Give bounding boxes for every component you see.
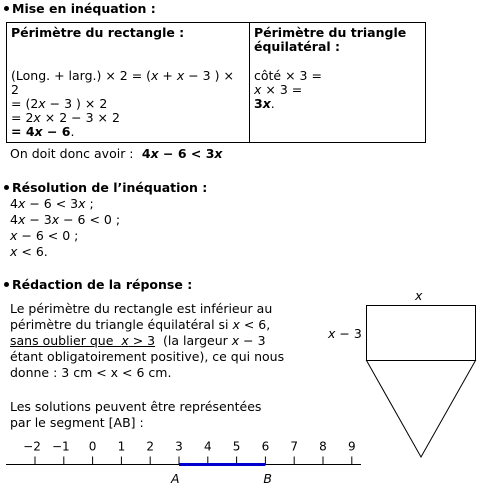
answer-line-1: Le périmètre du rectangle est inférieur au (10, 301, 273, 316)
section-title-redaction: Rédaction de la réponse : (4, 277, 192, 292)
tick-label: 0 (88, 439, 97, 454)
triangle-line-3: 3x. (254, 96, 275, 111)
segment-label-a: A (171, 471, 180, 486)
solutions-line-1: Les solutions peuvent être représentées (10, 399, 262, 414)
resolution-step-2: 4x − 3x − 6 < 0 ; (10, 212, 121, 227)
tick-label: 4 (203, 439, 212, 454)
tick-label: 3 (175, 439, 183, 454)
rectangle-side-label: x − 3 (328, 326, 362, 341)
tick-label: 6 (261, 439, 270, 454)
rectangle-line-4: = 4x − 6. (11, 124, 75, 139)
tick-label: −1 (51, 439, 70, 454)
section-title-mise-en-inequation: Mise en inéquation : (4, 1, 156, 16)
rectangle-perimeter-header: Périmètre du rectangle : (11, 25, 185, 40)
tick-label: 7 (290, 439, 299, 454)
answer-line-5: donne : 3 cm < x < 6 cm. (10, 365, 172, 380)
answer-line-4: étant obligatoirement positive), ce qui nous (10, 349, 285, 364)
resolution-step-1: 4x − 6 < 3x ; (10, 196, 94, 211)
rectangle-line-1: (Long. + larg.) × 2 = (x + x − 3 ) × 2 (11, 68, 234, 97)
rectangle-line-3: = 2x × 2 − 3 × 2 (11, 110, 120, 125)
triangle-perimeter-header-1: Périmètre du triangle (254, 25, 407, 40)
underlined-condition: sans oublier que x > 3 (10, 333, 156, 348)
answer-line-2: périmètre du triangle équilatéral si x < 6, (10, 317, 271, 332)
tick-label: 5 (232, 439, 241, 454)
triangle-perimeter-header-2: équilatéral : (254, 39, 341, 54)
triangle-line-2: x × 3 = (254, 82, 303, 97)
resolution-step-3: x − 6 < 0 ; (10, 228, 79, 243)
answer-line-3: sans oublier que x > 3 (la largeur x − 3 (10, 333, 266, 348)
triangle-line-1: côté × 3 = (254, 68, 322, 83)
tick-label: 2 (146, 439, 155, 454)
resolution-step-4: x < 6. (10, 244, 48, 259)
tick-label: 9 (347, 439, 356, 454)
conclusion-prefix: On doit donc avoir : (10, 146, 134, 161)
tick-label: 1 (117, 439, 126, 454)
conclusion-inequality: 4x − 6 < 3x (137, 146, 223, 161)
section-title-resolution: Résolution de l’inéquation : (4, 180, 207, 195)
rectangle-top-label: x (415, 288, 423, 303)
solutions-line-2: par le segment [AB] : (10, 415, 144, 430)
tick-label: 8 (319, 439, 327, 454)
segment-label-b: B (263, 471, 272, 486)
rectangle-line-2: = (2x − 3 ) × 2 (11, 96, 108, 111)
tick-label: −2 (23, 439, 41, 454)
